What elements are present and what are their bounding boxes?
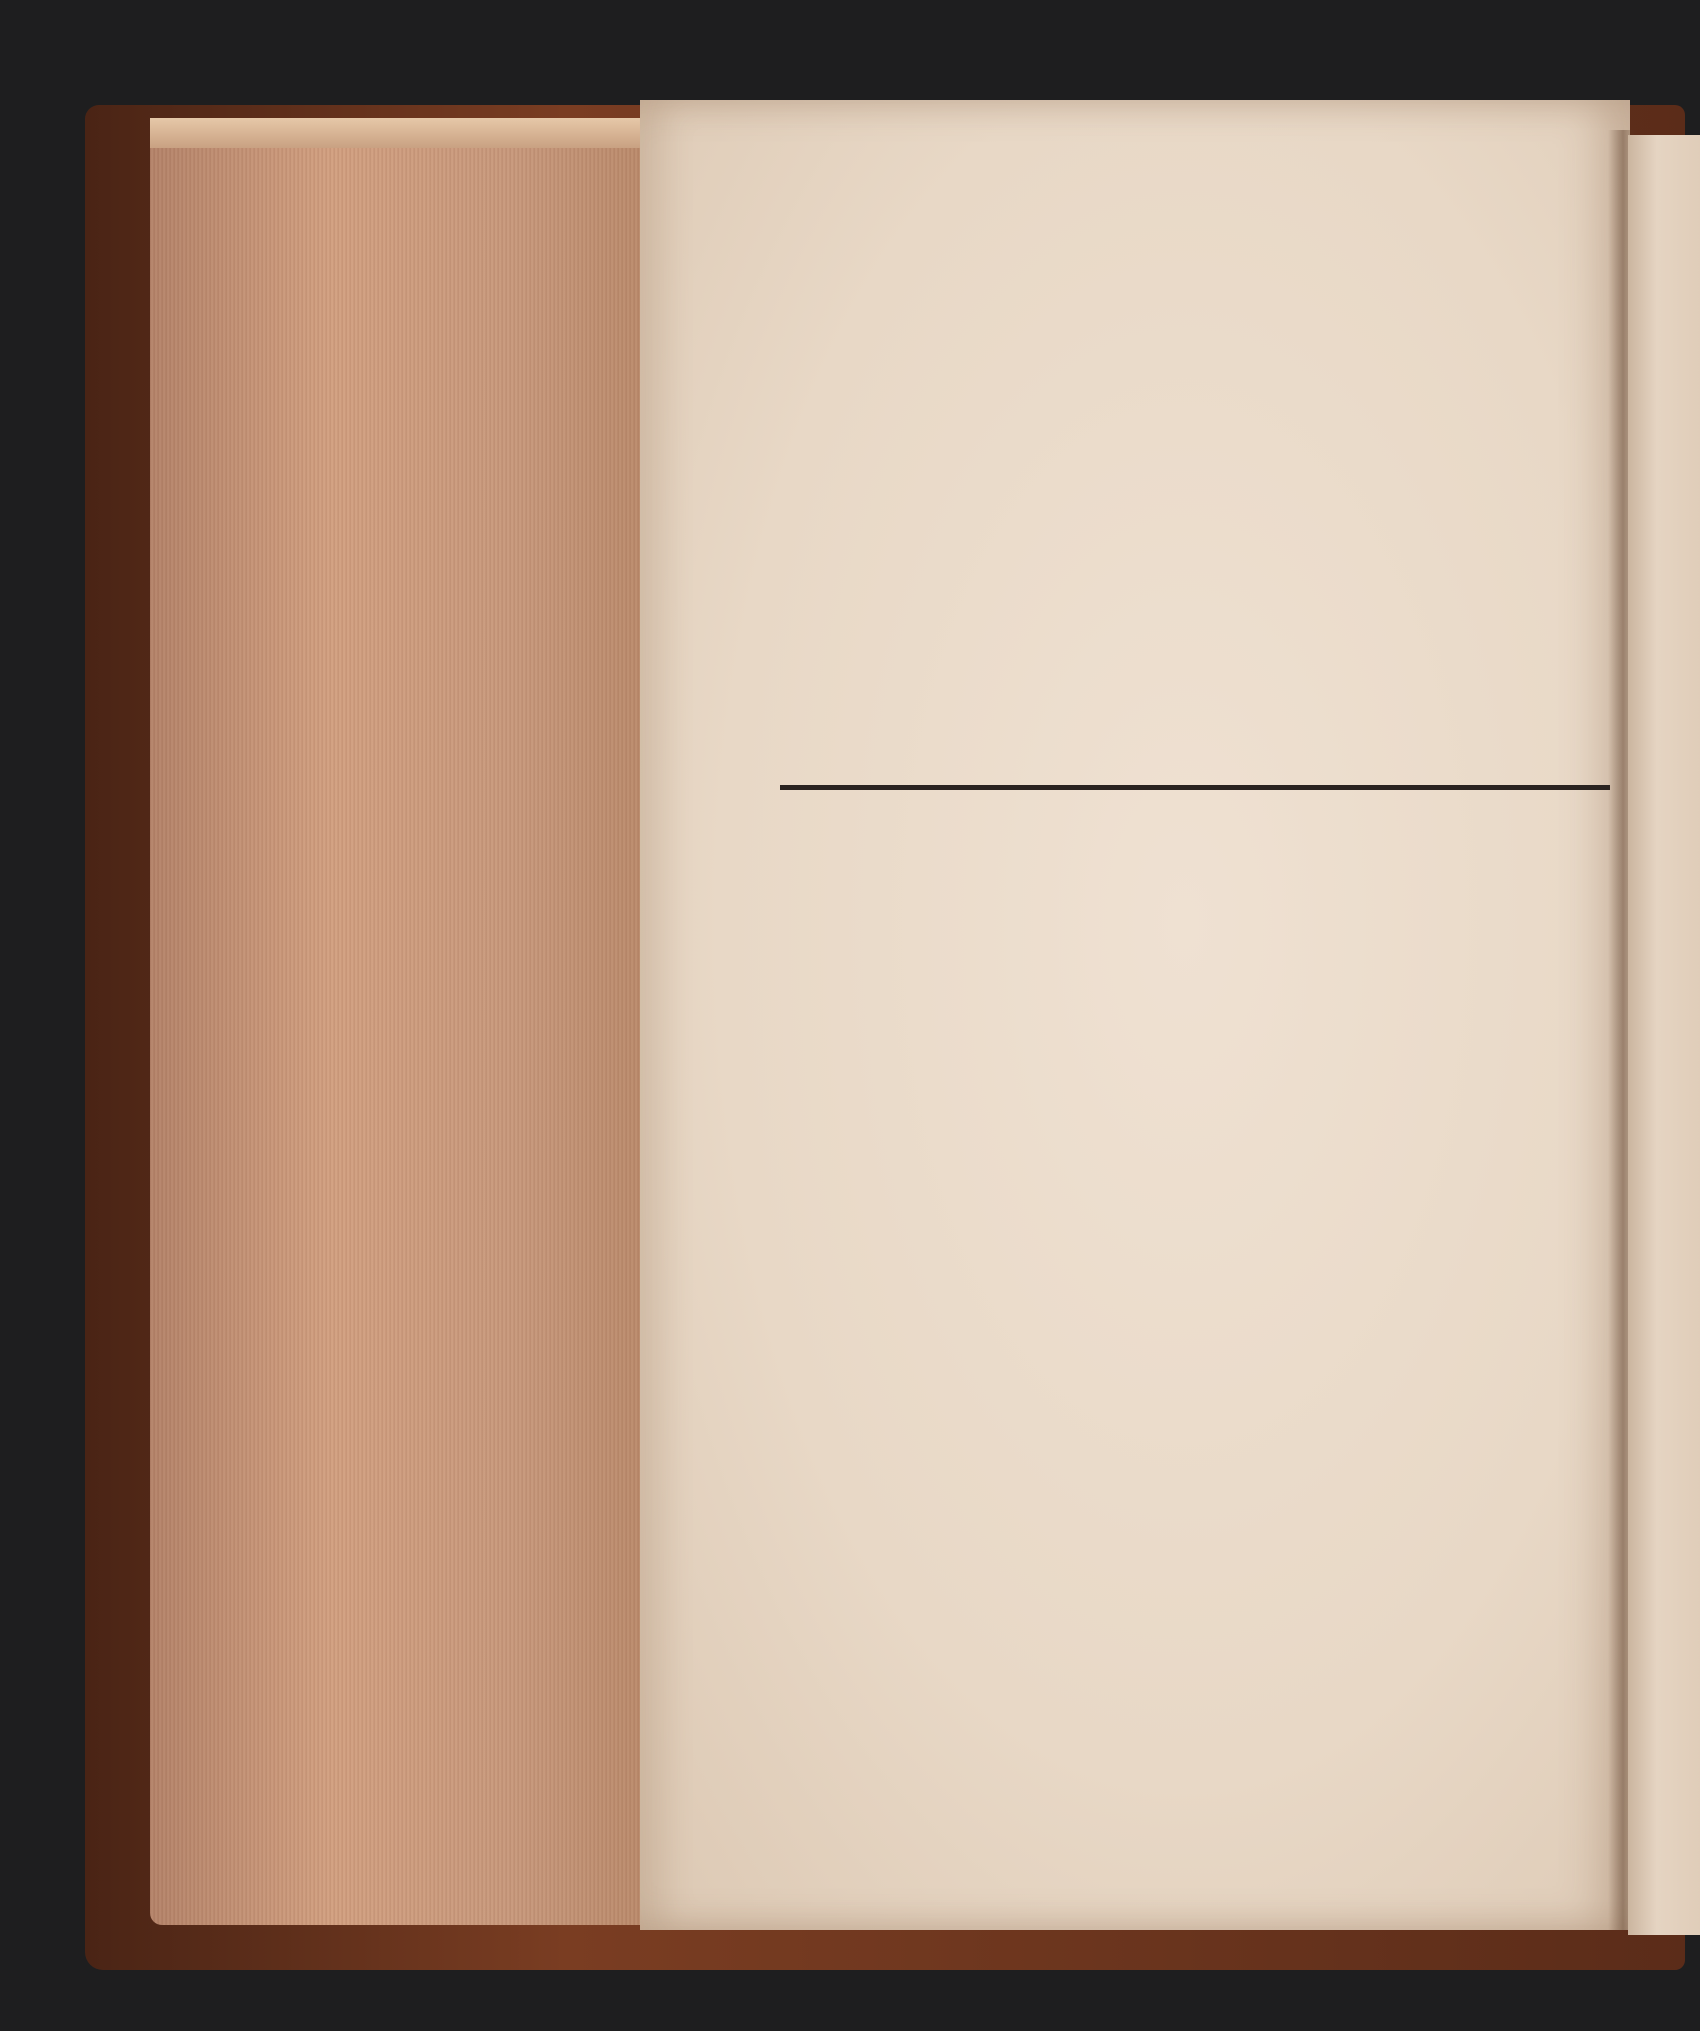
right-page-fragment: [1628, 135, 1700, 1935]
left-page: [640, 100, 1630, 1930]
section-rule: [780, 785, 1610, 790]
page-top-edge: [150, 118, 670, 148]
page-fore-edge: [150, 125, 670, 1925]
